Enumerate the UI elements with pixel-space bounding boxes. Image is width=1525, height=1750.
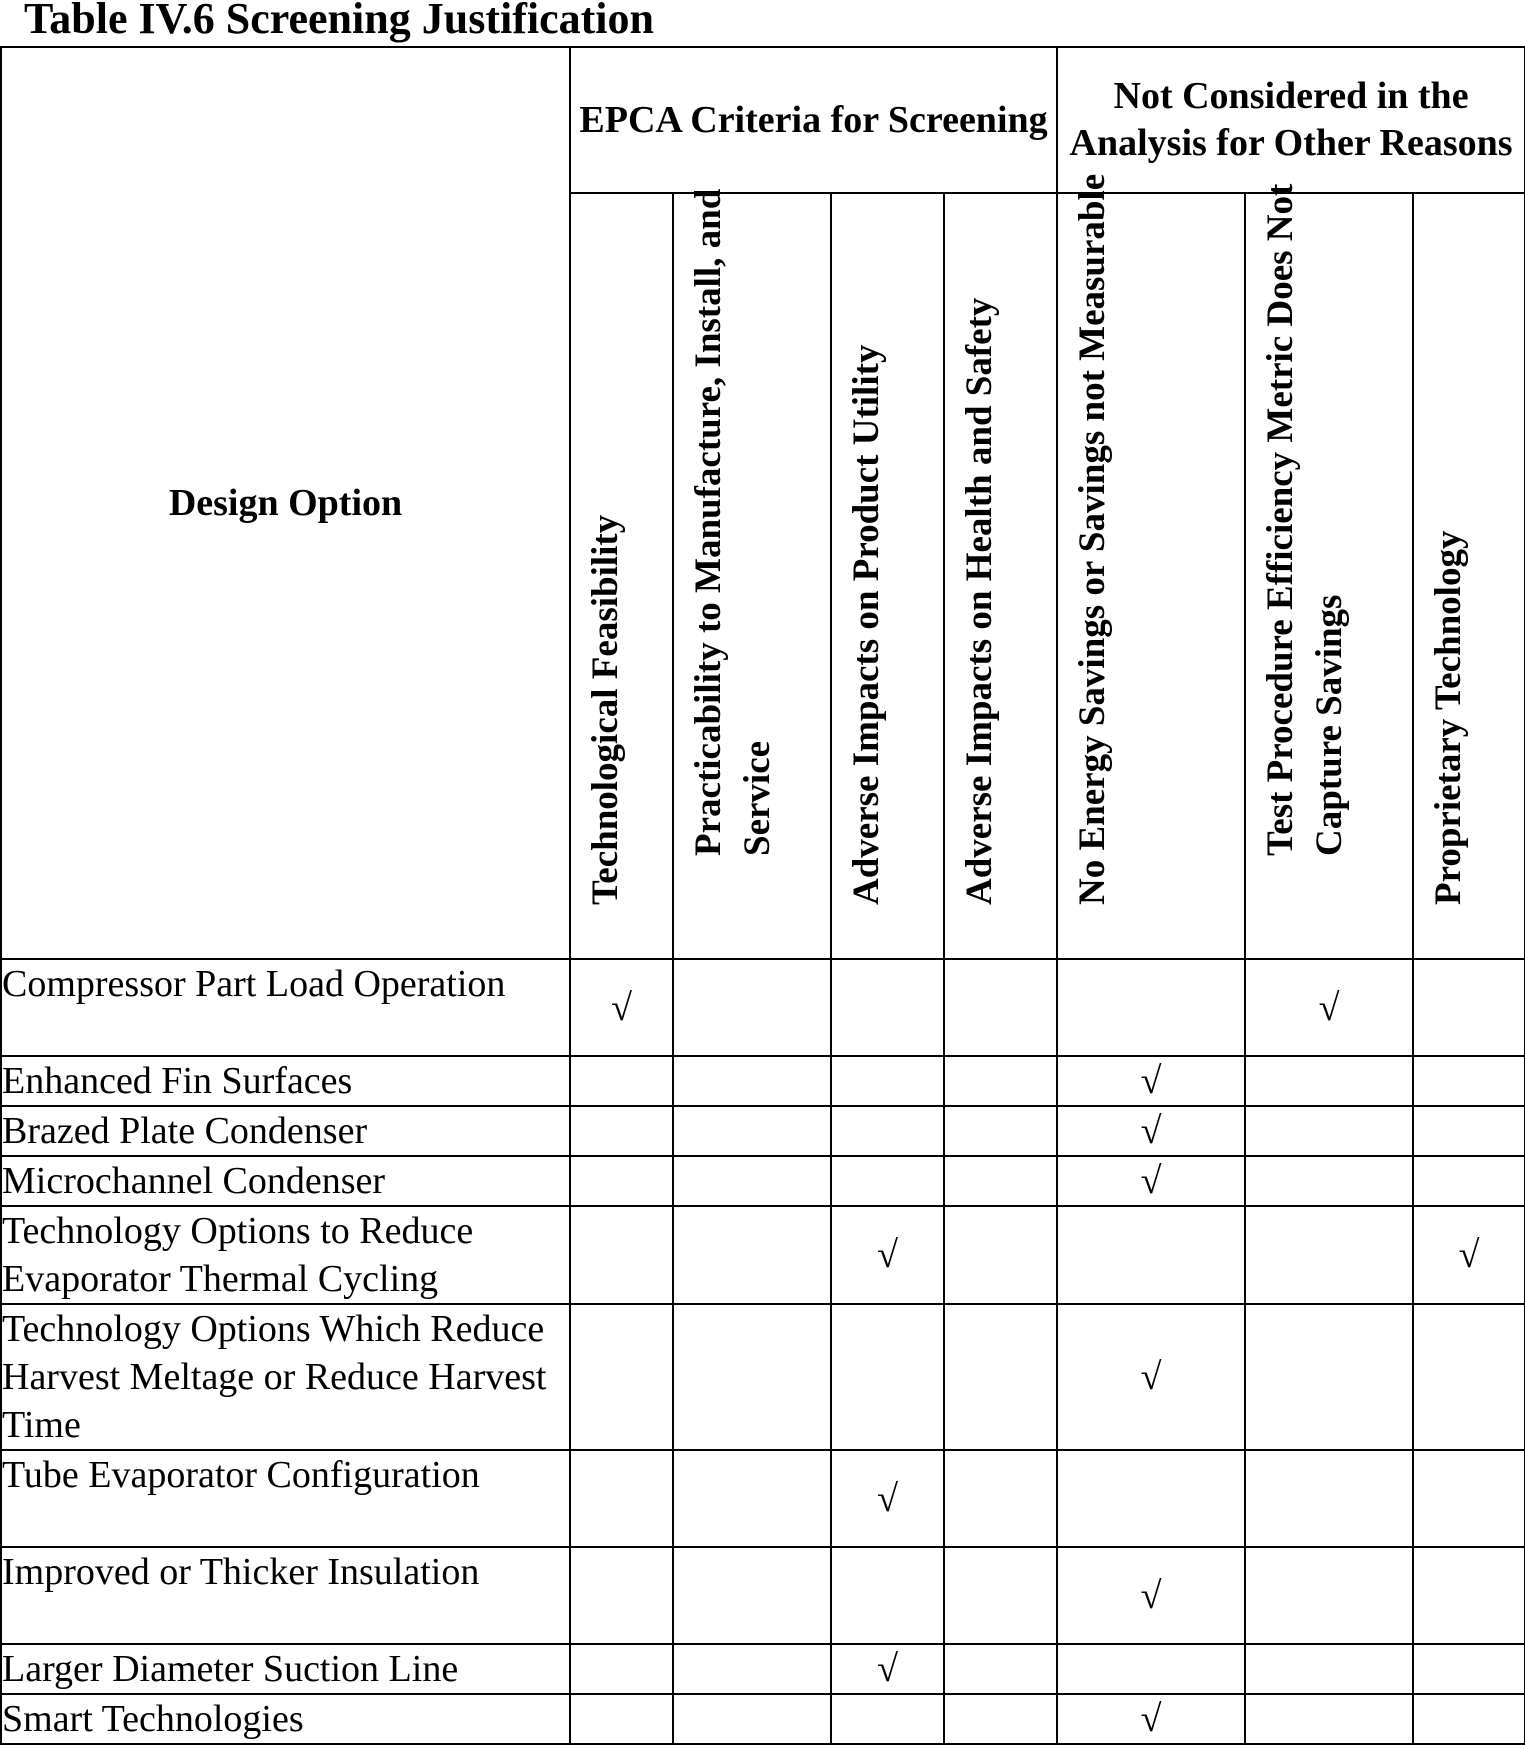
empty-cell [570, 1056, 673, 1106]
empty-cell [673, 1450, 831, 1547]
table-row [1, 1644, 1525, 1694]
empty-cell [1413, 1450, 1525, 1547]
empty-cell [673, 959, 831, 1056]
empty-cell [944, 959, 1057, 1056]
design-option-cell: Smart Technologies [1, 1694, 570, 1744]
col-header-proprietary [1413, 193, 1525, 959]
col-header-product-utility [831, 193, 944, 959]
table-row [1, 1056, 1525, 1106]
other-reasons-header: Not Considered in the Analysis for Other Reasons [1057, 47, 1525, 193]
col-header-label: No Energy Savings or Savings not Measurable [1072, 173, 1114, 905]
empty-cell [1057, 1206, 1245, 1304]
empty-cell [570, 1694, 673, 1744]
empty-cell [673, 1106, 831, 1156]
empty-cell [944, 1450, 1057, 1547]
check-mark-cell: √ [1057, 1304, 1245, 1450]
check-mark-cell: √ [570, 959, 673, 1056]
col-header-health-safety [944, 193, 1057, 959]
empty-cell [1413, 1056, 1525, 1106]
col-header-label: Test Procedure Efficiency Metric Does Not Capture Savings [1260, 183, 1351, 856]
empty-cell [1245, 1644, 1413, 1694]
empty-cell [570, 1644, 673, 1694]
empty-cell [944, 1304, 1057, 1450]
check-mark-cell: √ [1413, 1206, 1525, 1304]
empty-cell [1413, 1106, 1525, 1156]
empty-cell [1057, 1450, 1245, 1547]
empty-cell [1057, 1644, 1245, 1694]
col-header-practicability [673, 188, 831, 959]
empty-cell [1413, 1644, 1525, 1694]
empty-cell [1245, 1304, 1413, 1450]
check-mark-cell: √ [831, 1206, 944, 1304]
design-option-cell: Larger Diameter Suction Line [1, 1644, 570, 1694]
empty-cell [1245, 1694, 1413, 1744]
check-mark-cell: √ [1057, 1694, 1245, 1744]
empty-cell [570, 1106, 673, 1156]
col-header-label: Technological Feasibility [585, 514, 626, 905]
empty-cell [1413, 1547, 1525, 1644]
empty-cell [570, 1547, 673, 1644]
empty-cell [673, 1694, 831, 1744]
empty-cell [1245, 1206, 1413, 1304]
col-header-label: Proprietary Technology [1428, 530, 1470, 905]
check-mark-cell: √ [1245, 959, 1413, 1056]
empty-cell [831, 1547, 944, 1644]
check-mark-cell: √ [831, 1644, 944, 1694]
design-option-cell: Microchannel Condenser [1, 1156, 570, 1206]
col-header-test-procedure [1245, 183, 1413, 959]
design-option-cell: Brazed Plate Condenser [1, 1106, 570, 1156]
epca-criteria-header: EPCA Criteria for Screening [570, 47, 1057, 193]
check-mark-cell: √ [1057, 1547, 1245, 1644]
check-mark-cell: √ [1057, 1056, 1245, 1106]
empty-cell [673, 1056, 831, 1106]
design-option-cell: Tube Evaporator Configuration [1, 1450, 570, 1547]
table-row [1, 1450, 1525, 1547]
empty-cell [831, 1106, 944, 1156]
empty-cell [944, 1694, 1057, 1744]
empty-cell [1413, 959, 1525, 1056]
table-row [1, 1156, 1525, 1206]
check-mark-cell: √ [831, 1450, 944, 1547]
empty-cell [1245, 1056, 1413, 1106]
empty-cell [1245, 1156, 1413, 1206]
table-row [1, 1106, 1525, 1156]
empty-cell [944, 1547, 1057, 1644]
design-option-cell: Improved or Thicker Insulation [1, 1547, 570, 1644]
empty-cell [831, 1694, 944, 1744]
empty-cell [831, 1056, 944, 1106]
table-title: Table IV.6 Screening Justification [24, 0, 654, 43]
empty-cell [831, 959, 944, 1056]
col-header-no-energy-savings [1057, 173, 1245, 959]
empty-cell [1413, 1694, 1525, 1744]
empty-cell [944, 1644, 1057, 1694]
check-mark-cell: √ [1057, 1106, 1245, 1156]
col-header-label: Adverse Impacts on Health and Safety [959, 297, 1000, 905]
table-row [1, 1304, 1525, 1450]
table-row [1, 1694, 1525, 1744]
col-header-technological-feasibility [570, 193, 673, 959]
empty-cell [570, 1156, 673, 1206]
empty-cell [1057, 959, 1245, 1056]
empty-cell [1245, 1547, 1413, 1644]
empty-cell [673, 1206, 831, 1304]
empty-cell [570, 1450, 673, 1547]
empty-cell [944, 1156, 1057, 1206]
design-option-cell: Enhanced Fin Surfaces [1, 1056, 570, 1106]
col-header-label: Adverse Impacts on Product Utility [846, 344, 887, 905]
empty-cell [673, 1304, 831, 1450]
empty-cell [1413, 1304, 1525, 1450]
empty-cell [831, 1156, 944, 1206]
empty-cell [673, 1156, 831, 1206]
check-mark-cell: √ [1057, 1156, 1245, 1206]
empty-cell [570, 1304, 673, 1450]
table-row [1, 959, 1525, 1056]
design-option-cell: Technology Options Which Reduce Harvest Meltage or Reduce Harvest Time [1, 1304, 570, 1450]
table-body [1, 959, 1525, 1744]
empty-cell [1245, 1450, 1413, 1547]
empty-cell [1413, 1156, 1525, 1206]
design-option-cell: Compressor Part Load Operation [1, 959, 570, 1056]
empty-cell [944, 1056, 1057, 1106]
empty-cell [1245, 1106, 1413, 1156]
table-row [1, 1206, 1525, 1304]
empty-cell [944, 1106, 1057, 1156]
empty-cell [673, 1547, 831, 1644]
col-header-label: Practicability to Manufacture, Install, and Service [688, 188, 778, 856]
empty-cell [944, 1206, 1057, 1304]
empty-cell [570, 1206, 673, 1304]
empty-cell [831, 1304, 944, 1450]
screening-table [0, 46, 1525, 1745]
design-option-cell: Technology Options to Reduce Evaporator Thermal Cycling [1, 1206, 570, 1304]
design-option-header: Design Option [1, 47, 570, 959]
empty-cell [673, 1644, 831, 1694]
table-row [1, 1547, 1525, 1644]
